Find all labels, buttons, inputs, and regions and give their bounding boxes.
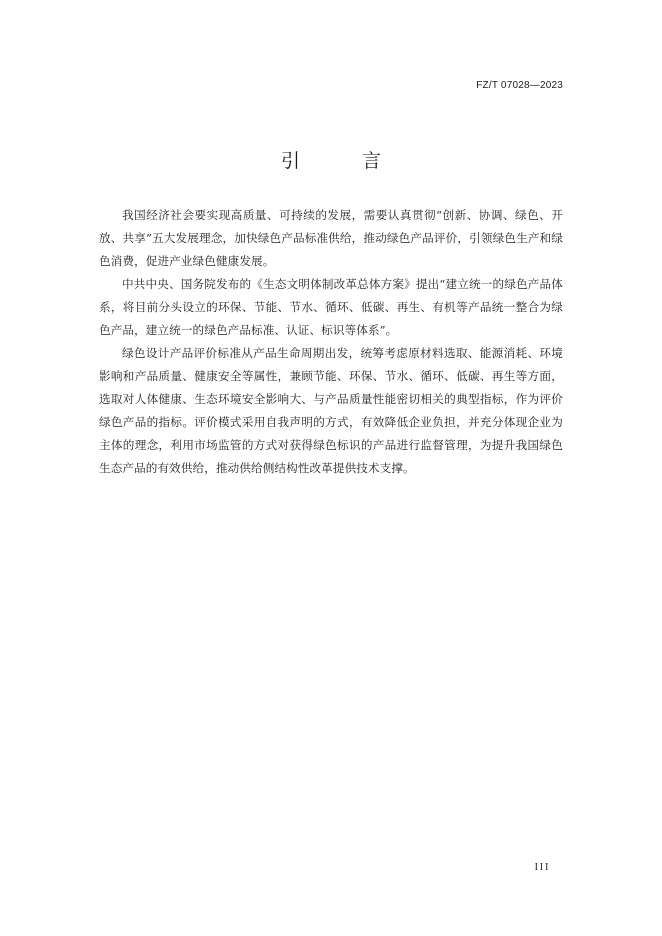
paragraph-3: 绿色设计产品评价标准从产品生命周期出发，统筹考虑原材料选取、能源消耗、环境影响和产品质量、健康安全等属性，兼顾节能、环保、节水、循环、低碳、再生等方面，选取对人体健康、生态环境安全影响大、与产品质量性能密切相关的典型指标，作为评价绿色产品的指标。评价模式采用自我声明的方式，有效降低企业负担，并充分体现企业为主体的理念，利用市场监管的方式对获得绿色标识的产品进行监督管理，为提升我国绿色生态产品的有效供给，推动供给侧结构性改革提供技术支撑。 [99, 346, 563, 475]
page-number: III [534, 861, 550, 873]
paragraph-1: 我国经济社会要实现高质量、可持续的发展，需要认真贯彻“创新、协调、绿色、开放、共享”五大发展理念，加快绿色产品标准供给，推动绿色产品评价，引领绿色生产和绿色消费，促进产业绿色健康发展。 [99, 208, 563, 268]
section-title: 引 言 [280, 150, 410, 172]
paragraph-2: 中共中央、国务院发布的《生态文明体制改革总体方案》提出“建立统一的绿色产品体系，将目前分头设立的环保、节能、节水、循环、低碳、再生、有机等产品统一整合为绿色产品，建立统一的绿色产品标准、认证、标识等体系”。 [99, 277, 563, 337]
standard-number: FZ/T 07028—2023 [476, 80, 563, 91]
introduction-body [99, 204, 563, 480]
